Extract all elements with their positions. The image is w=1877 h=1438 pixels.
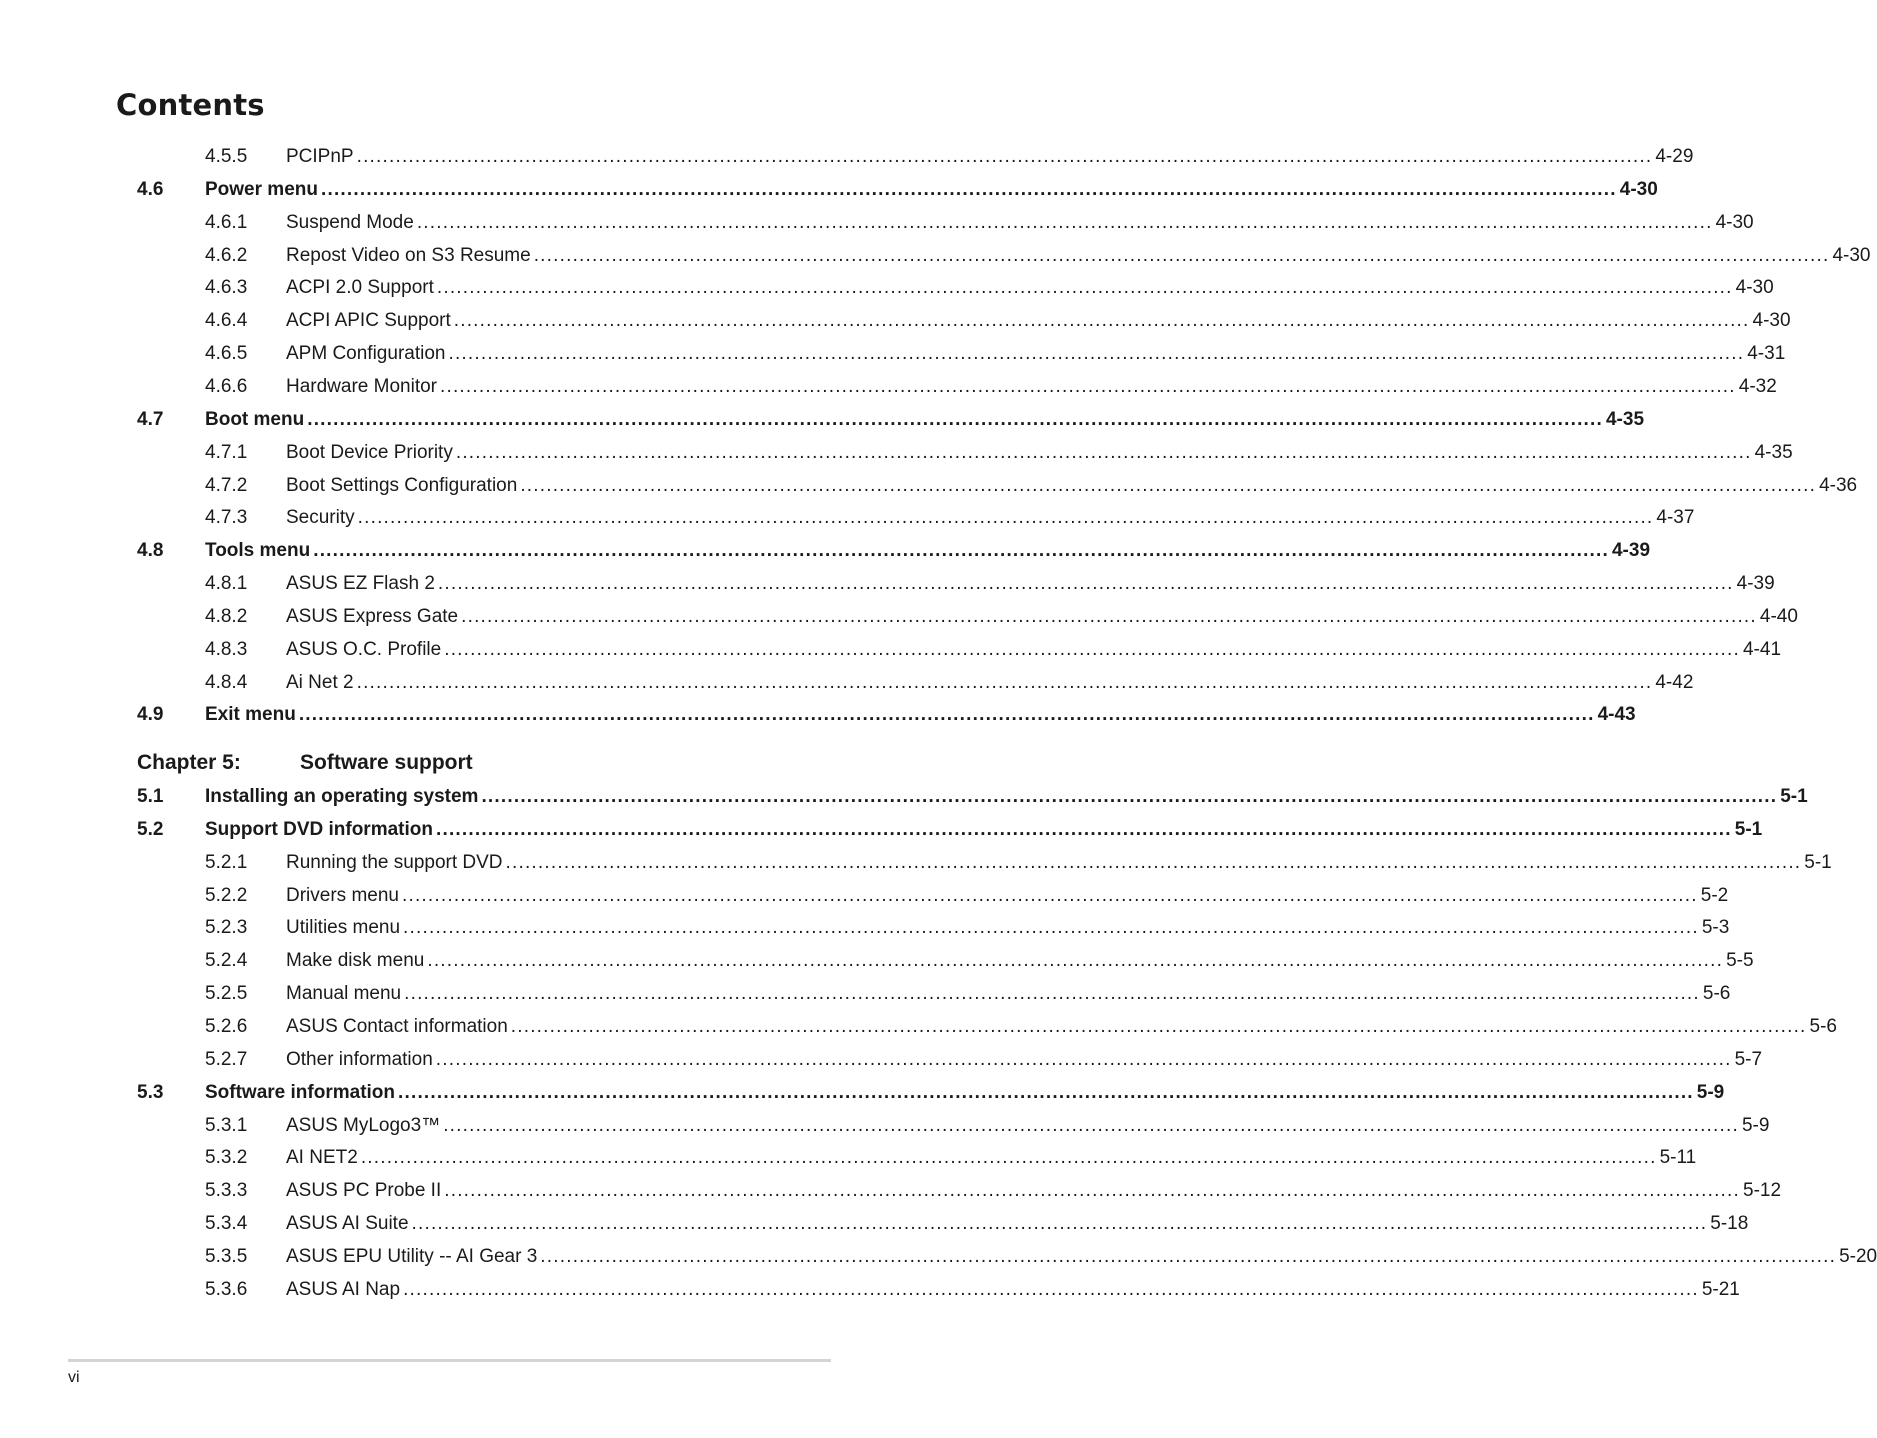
toc-dot-leader: ........................................................................................................................................................................................................ [398, 1081, 1694, 1103]
toc-subsection-row[interactable] [137, 1278, 1740, 1302]
toc-dot-leader: ........................................................................................................................................................................................................ [533, 244, 1830, 266]
toc-dot-leader: ........................................................................................................................................................................................................ [411, 1213, 1708, 1235]
toc-entry-number: 5.1 [137, 786, 164, 807]
toc-dot-leader: ........................................................................................................................................................................................................ [453, 310, 1750, 332]
toc-dot-leader: ........................................................................................................................................................................................................ [505, 851, 1802, 873]
toc-subsection-row[interactable] [137, 506, 1695, 530]
toc-subsection-row[interactable] [137, 949, 1754, 973]
toc-entry-title: Running the support DVD [286, 851, 503, 873]
toc-entry-page: 4-30 [1832, 244, 1871, 266]
toc-entry-page: 4-41 [1742, 638, 1782, 660]
toc-entry-page: 4-35 [1605, 408, 1645, 430]
toc-entry-number: 4.8.4 [205, 671, 248, 693]
toc-subsection-row[interactable] [137, 1048, 1763, 1072]
toc-entry-title: Tools menu [205, 540, 311, 562]
toc-entry-page: 4-32 [1738, 375, 1777, 397]
toc-entry-title: ASUS AI Suite [286, 1213, 409, 1235]
toc-entry-page: 4-42 [1655, 671, 1694, 693]
toc-entry-title: Ai Net 2 [286, 671, 354, 693]
toc-subsection-row[interactable] [137, 572, 1775, 596]
toc-dot-leader: ........................................................................................................................................................................................................ [403, 917, 1699, 939]
toc-entry-title: ASUS AI Nap [286, 1278, 401, 1300]
toc-subsection-row[interactable] [137, 605, 1798, 629]
toc-subsection-row[interactable] [137, 884, 1729, 908]
toc-subsection-row[interactable] [137, 982, 1731, 1006]
toc-entry-number: 4.7.3 [205, 507, 248, 529]
toc-subsection-row[interactable] [137, 1179, 1782, 1203]
toc-entry-page: 4-37 [1656, 507, 1695, 529]
toc-entry-number: 5.2.1 [205, 851, 248, 873]
toc-entry-number: 5.2 [137, 818, 164, 840]
toc-entry-number: 5.2.6 [205, 1015, 248, 1037]
toc-entry-number: 4.6.1 [205, 211, 248, 233]
toc-entry-page: 5-1 [1780, 786, 1808, 807]
toc-entry-page: 5-3 [1701, 917, 1730, 939]
toc-entry-number: 4.8.2 [205, 605, 248, 627]
toc-section-row[interactable] [137, 408, 1645, 432]
toc-entry-title: Security [286, 507, 355, 529]
toc-entry-page: 5-9 [1741, 1114, 1770, 1136]
toc-subsection-row[interactable] [137, 1245, 1877, 1269]
footer-divider [68, 1359, 831, 1362]
toc-entry-title: Support DVD information [205, 818, 433, 840]
toc-entry-page: 4-30 [1752, 310, 1791, 332]
toc-dot-leader: ........................................................................................................................................................................................................ [404, 983, 1700, 1005]
toc-dot-leader: ........................................................................................................................................................................................................ [416, 211, 1713, 233]
toc-dot-leader: ........................................................................................................................................................................................................ [443, 1114, 1739, 1136]
toc-entry-title: Utilities menu [286, 917, 401, 939]
toc-entry-page: 5-1 [1804, 851, 1832, 873]
toc-dot-leader: ........................................................................................................................................................................................................ [510, 1015, 1807, 1037]
toc-entry-title: Make disk menu [286, 950, 425, 972]
toc-entry-number: 4.6 [137, 178, 164, 200]
toc-entry-page: 5-2 [1700, 884, 1729, 906]
toc-entry-number: 5.2.3 [205, 917, 248, 939]
toc-dot-leader: ........................................................................................................................................................................................................ [307, 408, 1603, 430]
toc-dot-leader: ........................................................................................................................................................................................................ [444, 1180, 1740, 1202]
toc-subsection-row[interactable] [137, 211, 1754, 235]
toc-entry-page: 5-20 [1839, 1245, 1877, 1267]
toc-entry-number: 5.3.3 [205, 1180, 248, 1202]
toc-entry-title: Installing an operating system [205, 786, 479, 807]
chapter-heading [137, 750, 473, 776]
toc-section-row[interactable] [137, 818, 1763, 842]
toc-entry-title: ASUS Express Gate [286, 605, 459, 627]
toc-entry-title: ASUS PC Probe II [286, 1180, 442, 1202]
toc-subsection-row[interactable] [137, 1212, 1749, 1236]
toc-subsection-row[interactable] [137, 916, 1730, 940]
toc-entry-number: 4.5.5 [205, 146, 248, 167]
toc-entry-title: Repost Video on S3 Resume [286, 244, 531, 266]
toc-subsection-row[interactable] [137, 1114, 1770, 1138]
toc-section-row[interactable] [137, 785, 1808, 809]
toc-entry-title: APM Configuration [286, 343, 446, 365]
toc-entry-title: ASUS MyLogo3™ [286, 1114, 441, 1136]
toc-entry-page: 5-6 [1809, 1015, 1837, 1037]
toc-entry-number: 4.7.2 [205, 474, 248, 496]
toc-entry-number: 4.6.2 [205, 244, 248, 266]
toc-entry-title: ASUS EPU Utility -- AI Gear 3 [286, 1245, 538, 1267]
toc-entry-page: 5-9 [1696, 1081, 1725, 1103]
toc-entry-page: 5-11 [1659, 1147, 1697, 1169]
toc-dot-leader: ........................................................................................................................................................................................................ [520, 474, 1817, 496]
toc-entry-title: Drivers menu [286, 884, 399, 906]
toc-entry-title: Boot Device Priority [286, 441, 453, 463]
toc-subsection-row[interactable] [137, 441, 1793, 465]
toc-dot-leader: ........................................................................................................................................................................................................ [427, 950, 1724, 972]
toc-dot-leader: ........................................................................................................................................................................................................ [403, 1278, 1699, 1300]
toc-section-row[interactable] [137, 703, 1636, 727]
toc-subsection-row[interactable] [137, 1146, 1697, 1170]
toc-entry-page: 5-12 [1743, 1180, 1782, 1202]
toc-dot-leader: ........................................................................................................................................................................................................ [401, 884, 1698, 906]
toc-dot-leader: ........................................................................................................................................................................................................ [437, 573, 1734, 595]
toc-entry-number: 5.2.7 [205, 1048, 248, 1070]
toc-dot-leader: ........................................................................................................................................................................................................ [435, 1048, 1732, 1070]
toc-entry-number: 5.3.5 [205, 1245, 248, 1267]
toc-entry-number: 4.6.5 [205, 343, 248, 365]
toc-entry-page: 5-5 [1726, 950, 1754, 972]
toc-subsection-row[interactable] [137, 309, 1791, 333]
toc-entry-page: 4-35 [1754, 441, 1793, 463]
toc-subsection-row[interactable] [137, 276, 1774, 300]
toc-entry-title: Manual menu [286, 983, 402, 1005]
toc-entry-number: 4.6.3 [205, 277, 248, 299]
toc-subsection-row[interactable] [137, 474, 1858, 498]
toc-entry-number: 5.3.1 [205, 1114, 248, 1136]
chapter-label: Chapter 5: [137, 751, 241, 774]
toc-entry-title: Suspend Mode [286, 211, 414, 233]
toc-dot-leader: ........................................................................................................................................................................................................ [444, 638, 1740, 660]
toc-dot-leader: ........................................................................................................................................................................................................ [313, 540, 1609, 562]
toc-subsection-row[interactable] [137, 145, 1694, 169]
toc-entry-page: 4-39 [1736, 573, 1775, 595]
toc-dot-leader: ........................................................................................................................................................................................................ [357, 507, 1654, 529]
toc-dot-leader: ........................................................................................................................................................................................................ [436, 277, 1733, 299]
toc-section-row[interactable] [137, 1081, 1725, 1105]
toc-entry-page: 4-30 [1619, 178, 1658, 200]
toc-entry-number: 4.7.1 [205, 441, 248, 463]
toc-entry-title: PCIPnP [286, 146, 354, 167]
toc-entry-number: 4.8 [137, 540, 164, 562]
toc-entry-title: ASUS EZ Flash 2 [286, 573, 435, 595]
toc-entry-number: 4.9 [137, 704, 164, 726]
toc-entry-page: 4-40 [1759, 605, 1798, 627]
toc-dot-leader: ........................................................................................................................................................................................................ [540, 1245, 1837, 1267]
toc-entry-title: Hardware Monitor [286, 375, 437, 397]
toc-dot-leader: ........................................................................................................................................................................................................ [360, 1147, 1657, 1169]
toc-entry-title: Power menu [205, 178, 318, 200]
toc-entry-number: 4.6.4 [205, 310, 248, 332]
toc-entry-page: 4-31 [1747, 343, 1786, 365]
toc-entry-number: 5.3 [137, 1081, 164, 1103]
page-title: Contents [116, 88, 265, 122]
toc-entry-title: Boot menu [205, 408, 305, 430]
toc-entry-page: 4-30 [1715, 211, 1754, 233]
toc-entry-title: Boot Settings Configuration [286, 474, 518, 496]
toc-entry-page: 5-1 [1734, 818, 1763, 840]
toc-entry-number: 5.2.2 [205, 884, 248, 906]
toc-entry-page: 5-7 [1734, 1048, 1763, 1070]
toc-entry-title: ASUS Contact information [286, 1015, 508, 1037]
toc-entry-page: 5-21 [1701, 1278, 1740, 1300]
toc-entry-number: 4.6.6 [205, 375, 248, 397]
chapter-title: Software support [300, 751, 473, 774]
toc-subsection-row[interactable] [137, 244, 1871, 268]
toc-entry-number: 5.2.4 [205, 950, 248, 972]
toc-entry-page: 5-6 [1702, 983, 1731, 1005]
toc-entry-page: 5-18 [1710, 1213, 1749, 1235]
toc-entry-title: AI NET2 [286, 1147, 358, 1169]
toc-dot-leader: ........................................................................................................................................................................................................ [435, 818, 1732, 840]
footer-page-number: vi [68, 1369, 80, 1386]
toc-dot-leader: ........................................................................................................................................................................................................ [455, 441, 1752, 463]
toc-subsection-row[interactable] [137, 1015, 1837, 1039]
toc-dot-leader: ........................................................................................................................................................................................................ [356, 671, 1653, 693]
toc-entry-page: 4-30 [1735, 277, 1774, 299]
toc-dot-leader: ........................................................................................................................................................................................................ [298, 704, 1595, 726]
toc-entry-page: 4-29 [1655, 146, 1694, 167]
toc-dot-leader: ........................................................................................................................................................................................................ [448, 343, 1745, 365]
toc-dot-leader: ........................................................................................................................................................................................................ [440, 375, 1736, 397]
toc-subsection-row[interactable] [137, 638, 1782, 662]
toc-entry-title: Exit menu [205, 704, 296, 726]
toc-entry-number: 4.8.1 [205, 573, 248, 595]
toc-section-row[interactable] [137, 178, 1658, 202]
toc-entry-title: ACPI APIC Support [286, 310, 451, 332]
toc-entry-number: 5.3.4 [205, 1213, 248, 1235]
toc-dot-leader: ........................................................................................................................................................................................................ [461, 605, 1757, 627]
toc-section-row[interactable] [137, 539, 1651, 563]
toc-subsection-row[interactable] [137, 851, 1832, 875]
toc-entry-page: 4-43 [1597, 704, 1636, 726]
toc-entry-number: 5.3.2 [205, 1147, 248, 1169]
toc-subsection-row[interactable] [137, 375, 1777, 399]
toc-entry-title: Software information [205, 1081, 396, 1103]
toc-entry-number: 5.2.5 [205, 983, 248, 1005]
toc-subsection-row[interactable] [137, 342, 1786, 366]
toc-entry-title: ASUS O.C. Profile [286, 638, 442, 660]
toc-entry-number: 5.3.6 [205, 1278, 248, 1300]
toc-entry-page: 4-36 [1819, 474, 1858, 496]
toc-dot-leader: ........................................................................................................................................................................................................ [481, 786, 1778, 807]
toc-dot-leader: ........................................................................................................................................................................................................ [320, 178, 1617, 200]
toc-entry-page: 4-39 [1611, 540, 1651, 562]
toc-subsection-row[interactable] [137, 671, 1694, 695]
toc-dot-leader: ........................................................................................................................................................................................................ [356, 146, 1653, 167]
toc-entry-title: ACPI 2.0 Support [286, 277, 434, 299]
toc-entry-number: 4.8.3 [205, 638, 248, 660]
toc-entry-title: Other information [286, 1048, 433, 1070]
toc-entry-number: 4.7 [137, 408, 164, 430]
